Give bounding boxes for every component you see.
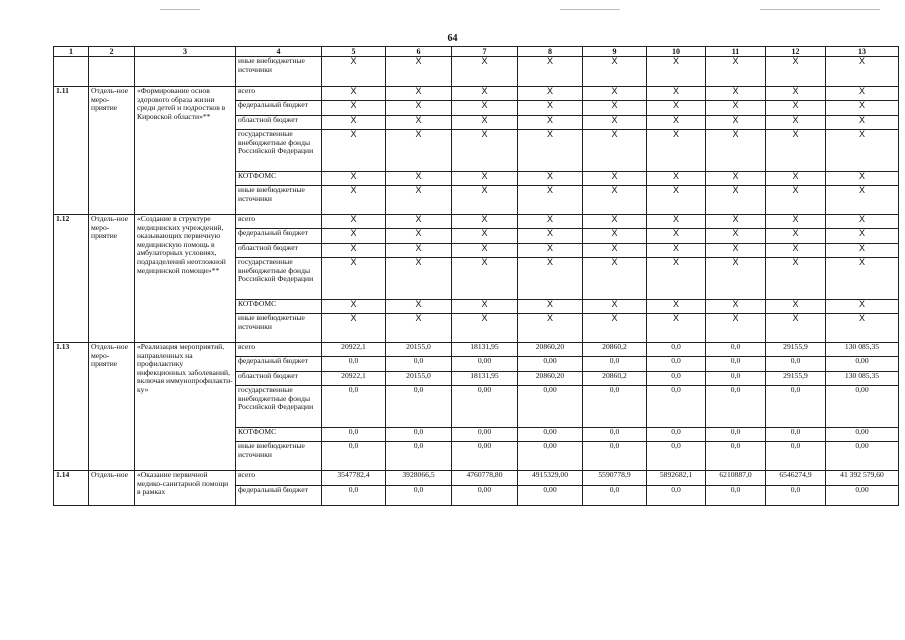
source-cell: иные внебюджетные источники xyxy=(236,186,322,215)
x-mark-cell: Х xyxy=(452,215,518,229)
value-cell: 18131,95 xyxy=(452,343,518,357)
header-row xyxy=(54,47,899,57)
x-mark-cell: Х xyxy=(386,101,452,116)
column-header-8: 8 xyxy=(518,47,583,57)
x-mark-cell: Х xyxy=(766,101,826,116)
x-mark-cell: Х xyxy=(386,300,452,314)
x-mark-cell: Х xyxy=(583,300,647,314)
x-mark-cell: Х xyxy=(518,229,583,244)
value-cell: 0,0 xyxy=(386,486,452,506)
row-number: 1.12 xyxy=(54,215,89,343)
value-cell: 5892682,1 xyxy=(647,471,706,486)
value-cell: 0,0 xyxy=(647,442,706,471)
x-mark-cell: Х xyxy=(452,258,518,300)
value-cell: 0,00 xyxy=(518,428,583,442)
x-mark-cell: Х xyxy=(452,101,518,116)
value-cell: 0,0 xyxy=(706,343,766,357)
empty-cell xyxy=(135,57,236,87)
x-mark-cell: Х xyxy=(826,314,899,343)
value-cell: 41 392 579,60 xyxy=(826,471,899,486)
value-cell: 0,0 xyxy=(583,442,647,471)
x-mark-cell: Х xyxy=(518,57,583,87)
x-mark-cell: Х xyxy=(583,101,647,116)
source-cell: КОТФОМС xyxy=(236,300,322,314)
value-cell: 0,0 xyxy=(706,372,766,386)
x-mark-cell: Х xyxy=(647,172,706,186)
source-cell: государственные внебюджетные фонды Российской Федерации xyxy=(236,386,322,428)
empty-cell xyxy=(89,57,135,87)
x-mark-cell: Х xyxy=(583,229,647,244)
x-mark-cell: Х xyxy=(452,87,518,101)
value-cell: 6210887,0 xyxy=(706,471,766,486)
scan-artifact xyxy=(760,9,880,10)
x-mark-cell: Х xyxy=(518,258,583,300)
value-cell: 0,00 xyxy=(452,486,518,506)
x-mark-cell: Х xyxy=(322,300,386,314)
measure-name: «Формирование основ здорового образа жизни среди детей и подростков в Кировской области»** xyxy=(135,87,236,215)
x-mark-cell: Х xyxy=(322,215,386,229)
value-cell: 0,00 xyxy=(826,442,899,471)
value-cell: 4760778,80 xyxy=(452,471,518,486)
value-cell: 0,00 xyxy=(518,442,583,471)
x-mark-cell: Х xyxy=(826,215,899,229)
x-mark-cell: Х xyxy=(706,300,766,314)
x-mark-cell: Х xyxy=(322,244,386,258)
x-mark-cell: Х xyxy=(386,130,452,172)
x-mark-cell: Х xyxy=(452,116,518,130)
x-mark-cell: Х xyxy=(766,258,826,300)
x-mark-cell: Х xyxy=(647,229,706,244)
value-cell: 0,0 xyxy=(706,442,766,471)
value-cell: 130 085,35 xyxy=(826,343,899,357)
value-cell: 0,0 xyxy=(766,442,826,471)
x-mark-cell: Х xyxy=(766,300,826,314)
value-cell: 0,0 xyxy=(583,428,647,442)
table-row xyxy=(54,471,899,486)
x-mark-cell: Х xyxy=(386,57,452,87)
measure-name: «Создание в структуре медицинских учреждений, оказывающих первичную медицинскую помощь в амбулаторных условиях, подразделений неотложной медицинской помощи»** xyxy=(135,215,236,343)
x-mark-cell: Х xyxy=(518,300,583,314)
row-type: Отдель-ное xyxy=(89,471,135,506)
source-cell: федеральный бюджет xyxy=(236,486,322,506)
x-mark-cell: Х xyxy=(386,186,452,215)
x-mark-cell: Х xyxy=(826,130,899,172)
value-cell: 20860,20 xyxy=(518,372,583,386)
value-cell: 0,0 xyxy=(766,357,826,372)
x-mark-cell: Х xyxy=(322,186,386,215)
x-mark-cell: Х xyxy=(452,172,518,186)
x-mark-cell: Х xyxy=(583,314,647,343)
value-cell: 29155,9 xyxy=(766,343,826,357)
source-cell: государственные внебюджетные фонды Российской Федерации xyxy=(236,258,322,300)
row-type: Отдель-ное меро-приятие xyxy=(89,343,135,471)
x-mark-cell: Х xyxy=(706,215,766,229)
value-cell: 0,00 xyxy=(452,428,518,442)
x-mark-cell: Х xyxy=(322,57,386,87)
value-cell: 0,00 xyxy=(452,357,518,372)
x-mark-cell: Х xyxy=(386,215,452,229)
x-mark-cell: Х xyxy=(766,229,826,244)
x-mark-cell: Х xyxy=(322,258,386,300)
x-mark-cell: Х xyxy=(452,314,518,343)
value-cell: 0,0 xyxy=(322,357,386,372)
x-mark-cell: Х xyxy=(826,229,899,244)
value-cell: 0,00 xyxy=(826,428,899,442)
x-mark-cell: Х xyxy=(826,172,899,186)
column-header-6: 6 xyxy=(386,47,452,57)
x-mark-cell: Х xyxy=(647,101,706,116)
column-header-9: 9 xyxy=(583,47,647,57)
source-cell: областной бюджет xyxy=(236,244,322,258)
x-mark-cell: Х xyxy=(518,87,583,101)
column-header-13: 13 xyxy=(826,47,899,57)
x-mark-cell: Х xyxy=(583,57,647,87)
table-row xyxy=(54,87,899,101)
budget-table xyxy=(53,46,899,506)
x-mark-cell: Х xyxy=(322,130,386,172)
source-cell: КОТФОМС xyxy=(236,172,322,186)
x-mark-cell: Х xyxy=(826,244,899,258)
value-cell: 0,0 xyxy=(386,386,452,428)
x-mark-cell: Х xyxy=(647,300,706,314)
value-cell: 0,0 xyxy=(706,486,766,506)
value-cell: 0,0 xyxy=(322,442,386,471)
x-mark-cell: Х xyxy=(583,87,647,101)
x-mark-cell: Х xyxy=(706,258,766,300)
x-mark-cell: Х xyxy=(766,172,826,186)
value-cell: 0,0 xyxy=(766,428,826,442)
value-cell: 0,0 xyxy=(322,486,386,506)
source-cell: иные внебюджетные источники xyxy=(236,57,322,87)
value-cell: 20922,1 xyxy=(322,343,386,357)
x-mark-cell: Х xyxy=(386,258,452,300)
row-type: Отдель-ное меро-приятие xyxy=(89,87,135,215)
table-row xyxy=(54,215,899,229)
value-cell: 20922,1 xyxy=(322,372,386,386)
x-mark-cell: Х xyxy=(452,186,518,215)
value-cell: 0,0 xyxy=(647,343,706,357)
value-cell: 0,00 xyxy=(518,486,583,506)
value-cell: 20860,2 xyxy=(583,372,647,386)
x-mark-cell: Х xyxy=(766,215,826,229)
row-number: 1.11 xyxy=(54,87,89,215)
row-type: Отдель-ное меро-приятие xyxy=(89,215,135,343)
value-cell: 0,00 xyxy=(518,357,583,372)
source-cell: КОТФОМС xyxy=(236,428,322,442)
x-mark-cell: Х xyxy=(826,300,899,314)
x-mark-cell: Х xyxy=(647,130,706,172)
source-cell: всего xyxy=(236,471,322,486)
x-mark-cell: Х xyxy=(647,215,706,229)
empty-cell xyxy=(54,57,89,87)
x-mark-cell: Х xyxy=(706,172,766,186)
column-header-10: 10 xyxy=(647,47,706,57)
value-cell: 5590778,9 xyxy=(583,471,647,486)
x-mark-cell: Х xyxy=(647,314,706,343)
value-cell: 0,0 xyxy=(386,428,452,442)
value-cell: 0,0 xyxy=(647,357,706,372)
x-mark-cell: Х xyxy=(386,172,452,186)
value-cell: 6546274,9 xyxy=(766,471,826,486)
measure-name: «Реализация мероприятий, направленных на профилактику инфекционных заболеваний, включая иммунопрофилакти-ку» xyxy=(135,343,236,471)
table-row xyxy=(54,343,899,357)
x-mark-cell: Х xyxy=(706,57,766,87)
value-cell: 0,0 xyxy=(583,486,647,506)
value-cell: 29155,9 xyxy=(766,372,826,386)
value-cell: 0,0 xyxy=(647,428,706,442)
x-mark-cell: Х xyxy=(583,172,647,186)
value-cell: 3547782,4 xyxy=(322,471,386,486)
x-mark-cell: Х xyxy=(826,57,899,87)
measure-name: «Оказание первичной медико-санитарной помощи в рамках xyxy=(135,471,236,506)
x-mark-cell: Х xyxy=(518,215,583,229)
x-mark-cell: Х xyxy=(766,186,826,215)
value-cell: 20860,2 xyxy=(583,343,647,357)
table-row xyxy=(54,57,899,87)
x-mark-cell: Х xyxy=(322,314,386,343)
source-cell: всего xyxy=(236,87,322,101)
x-mark-cell: Х xyxy=(583,186,647,215)
value-cell: 0,0 xyxy=(647,486,706,506)
x-mark-cell: Х xyxy=(647,116,706,130)
source-cell: всего xyxy=(236,215,322,229)
x-mark-cell: Х xyxy=(322,101,386,116)
value-cell: 0,00 xyxy=(826,386,899,428)
column-header-11: 11 xyxy=(706,47,766,57)
value-cell: 3928066,5 xyxy=(386,471,452,486)
value-cell: 0,00 xyxy=(452,442,518,471)
value-cell: 20155,0 xyxy=(386,372,452,386)
x-mark-cell: Х xyxy=(647,57,706,87)
scan-artifact xyxy=(160,9,200,10)
x-mark-cell: Х xyxy=(452,244,518,258)
x-mark-cell: Х xyxy=(766,116,826,130)
column-header-4: 4 xyxy=(236,47,322,57)
value-cell: 0,0 xyxy=(766,486,826,506)
source-cell: государственные внебюджетные фонды Российской Федерации xyxy=(236,130,322,172)
x-mark-cell: Х xyxy=(583,130,647,172)
value-cell: 20860,20 xyxy=(518,343,583,357)
x-mark-cell: Х xyxy=(647,244,706,258)
value-cell: 18131,95 xyxy=(452,372,518,386)
x-mark-cell: Х xyxy=(452,57,518,87)
value-cell: 0,0 xyxy=(583,386,647,428)
scan-artifact xyxy=(560,9,620,10)
page-number: 64 xyxy=(447,33,458,44)
x-mark-cell: Х xyxy=(706,314,766,343)
x-mark-cell: Х xyxy=(518,130,583,172)
x-mark-cell: Х xyxy=(647,87,706,101)
value-cell: 0,0 xyxy=(706,357,766,372)
value-cell: 130 085,35 xyxy=(826,372,899,386)
x-mark-cell: Х xyxy=(583,116,647,130)
x-mark-cell: Х xyxy=(706,116,766,130)
x-mark-cell: Х xyxy=(322,87,386,101)
x-mark-cell: Х xyxy=(452,229,518,244)
x-mark-cell: Х xyxy=(766,244,826,258)
value-cell: 0,0 xyxy=(322,428,386,442)
source-cell: иные внебюджетные источники xyxy=(236,314,322,343)
value-cell: 0,0 xyxy=(706,428,766,442)
x-mark-cell: Х xyxy=(386,87,452,101)
source-cell: всего xyxy=(236,343,322,357)
value-cell: 20155,0 xyxy=(386,343,452,357)
x-mark-cell: Х xyxy=(706,244,766,258)
value-cell: 0,0 xyxy=(322,386,386,428)
x-mark-cell: Х xyxy=(766,130,826,172)
x-mark-cell: Х xyxy=(518,186,583,215)
source-cell: федеральный бюджет xyxy=(236,229,322,244)
x-mark-cell: Х xyxy=(386,116,452,130)
source-cell: областной бюджет xyxy=(236,372,322,386)
x-mark-cell: Х xyxy=(766,57,826,87)
x-mark-cell: Х xyxy=(826,116,899,130)
source-cell: иные внебюджетные источники xyxy=(236,442,322,471)
source-cell: федеральный бюджет xyxy=(236,101,322,116)
x-mark-cell: Х xyxy=(518,172,583,186)
x-mark-cell: Х xyxy=(518,314,583,343)
value-cell: 4915329,00 xyxy=(518,471,583,486)
x-mark-cell: Х xyxy=(518,244,583,258)
x-mark-cell: Х xyxy=(386,314,452,343)
x-mark-cell: Х xyxy=(647,186,706,215)
x-mark-cell: Х xyxy=(766,87,826,101)
column-header-2: 2 xyxy=(89,47,135,57)
x-mark-cell: Х xyxy=(706,186,766,215)
value-cell: 0,0 xyxy=(647,386,706,428)
value-cell: 0,00 xyxy=(518,386,583,428)
x-mark-cell: Х xyxy=(322,229,386,244)
value-cell: 0,00 xyxy=(826,486,899,506)
x-mark-cell: Х xyxy=(706,130,766,172)
x-mark-cell: Х xyxy=(766,314,826,343)
x-mark-cell: Х xyxy=(322,116,386,130)
x-mark-cell: Х xyxy=(583,258,647,300)
x-mark-cell: Х xyxy=(386,229,452,244)
x-mark-cell: Х xyxy=(706,101,766,116)
value-cell: 0,00 xyxy=(826,357,899,372)
source-cell: федеральный бюджет xyxy=(236,357,322,372)
x-mark-cell: Х xyxy=(647,258,706,300)
value-cell: 0,0 xyxy=(386,357,452,372)
x-mark-cell: Х xyxy=(826,186,899,215)
value-cell: 0,0 xyxy=(766,386,826,428)
row-number: 1.13 xyxy=(54,343,89,471)
source-cell: областной бюджет xyxy=(236,116,322,130)
value-cell: 0,0 xyxy=(583,357,647,372)
x-mark-cell: Х xyxy=(518,116,583,130)
x-mark-cell: Х xyxy=(826,258,899,300)
value-cell: 0,00 xyxy=(452,386,518,428)
x-mark-cell: Х xyxy=(826,101,899,116)
column-header-12: 12 xyxy=(766,47,826,57)
column-header-7: 7 xyxy=(452,47,518,57)
row-number: 1.14 xyxy=(54,471,89,506)
x-mark-cell: Х xyxy=(583,244,647,258)
x-mark-cell: Х xyxy=(452,130,518,172)
x-mark-cell: Х xyxy=(518,101,583,116)
column-header-1: 1 xyxy=(54,47,89,57)
column-header-5: 5 xyxy=(322,47,386,57)
x-mark-cell: Х xyxy=(452,300,518,314)
x-mark-cell: Х xyxy=(826,87,899,101)
x-mark-cell: Х xyxy=(706,229,766,244)
value-cell: 0,0 xyxy=(706,386,766,428)
x-mark-cell: Х xyxy=(322,172,386,186)
value-cell: 0,0 xyxy=(647,372,706,386)
x-mark-cell: Х xyxy=(583,215,647,229)
value-cell: 0,0 xyxy=(386,442,452,471)
x-mark-cell: Х xyxy=(386,244,452,258)
x-mark-cell: Х xyxy=(706,87,766,101)
column-header-3: 3 xyxy=(135,47,236,57)
